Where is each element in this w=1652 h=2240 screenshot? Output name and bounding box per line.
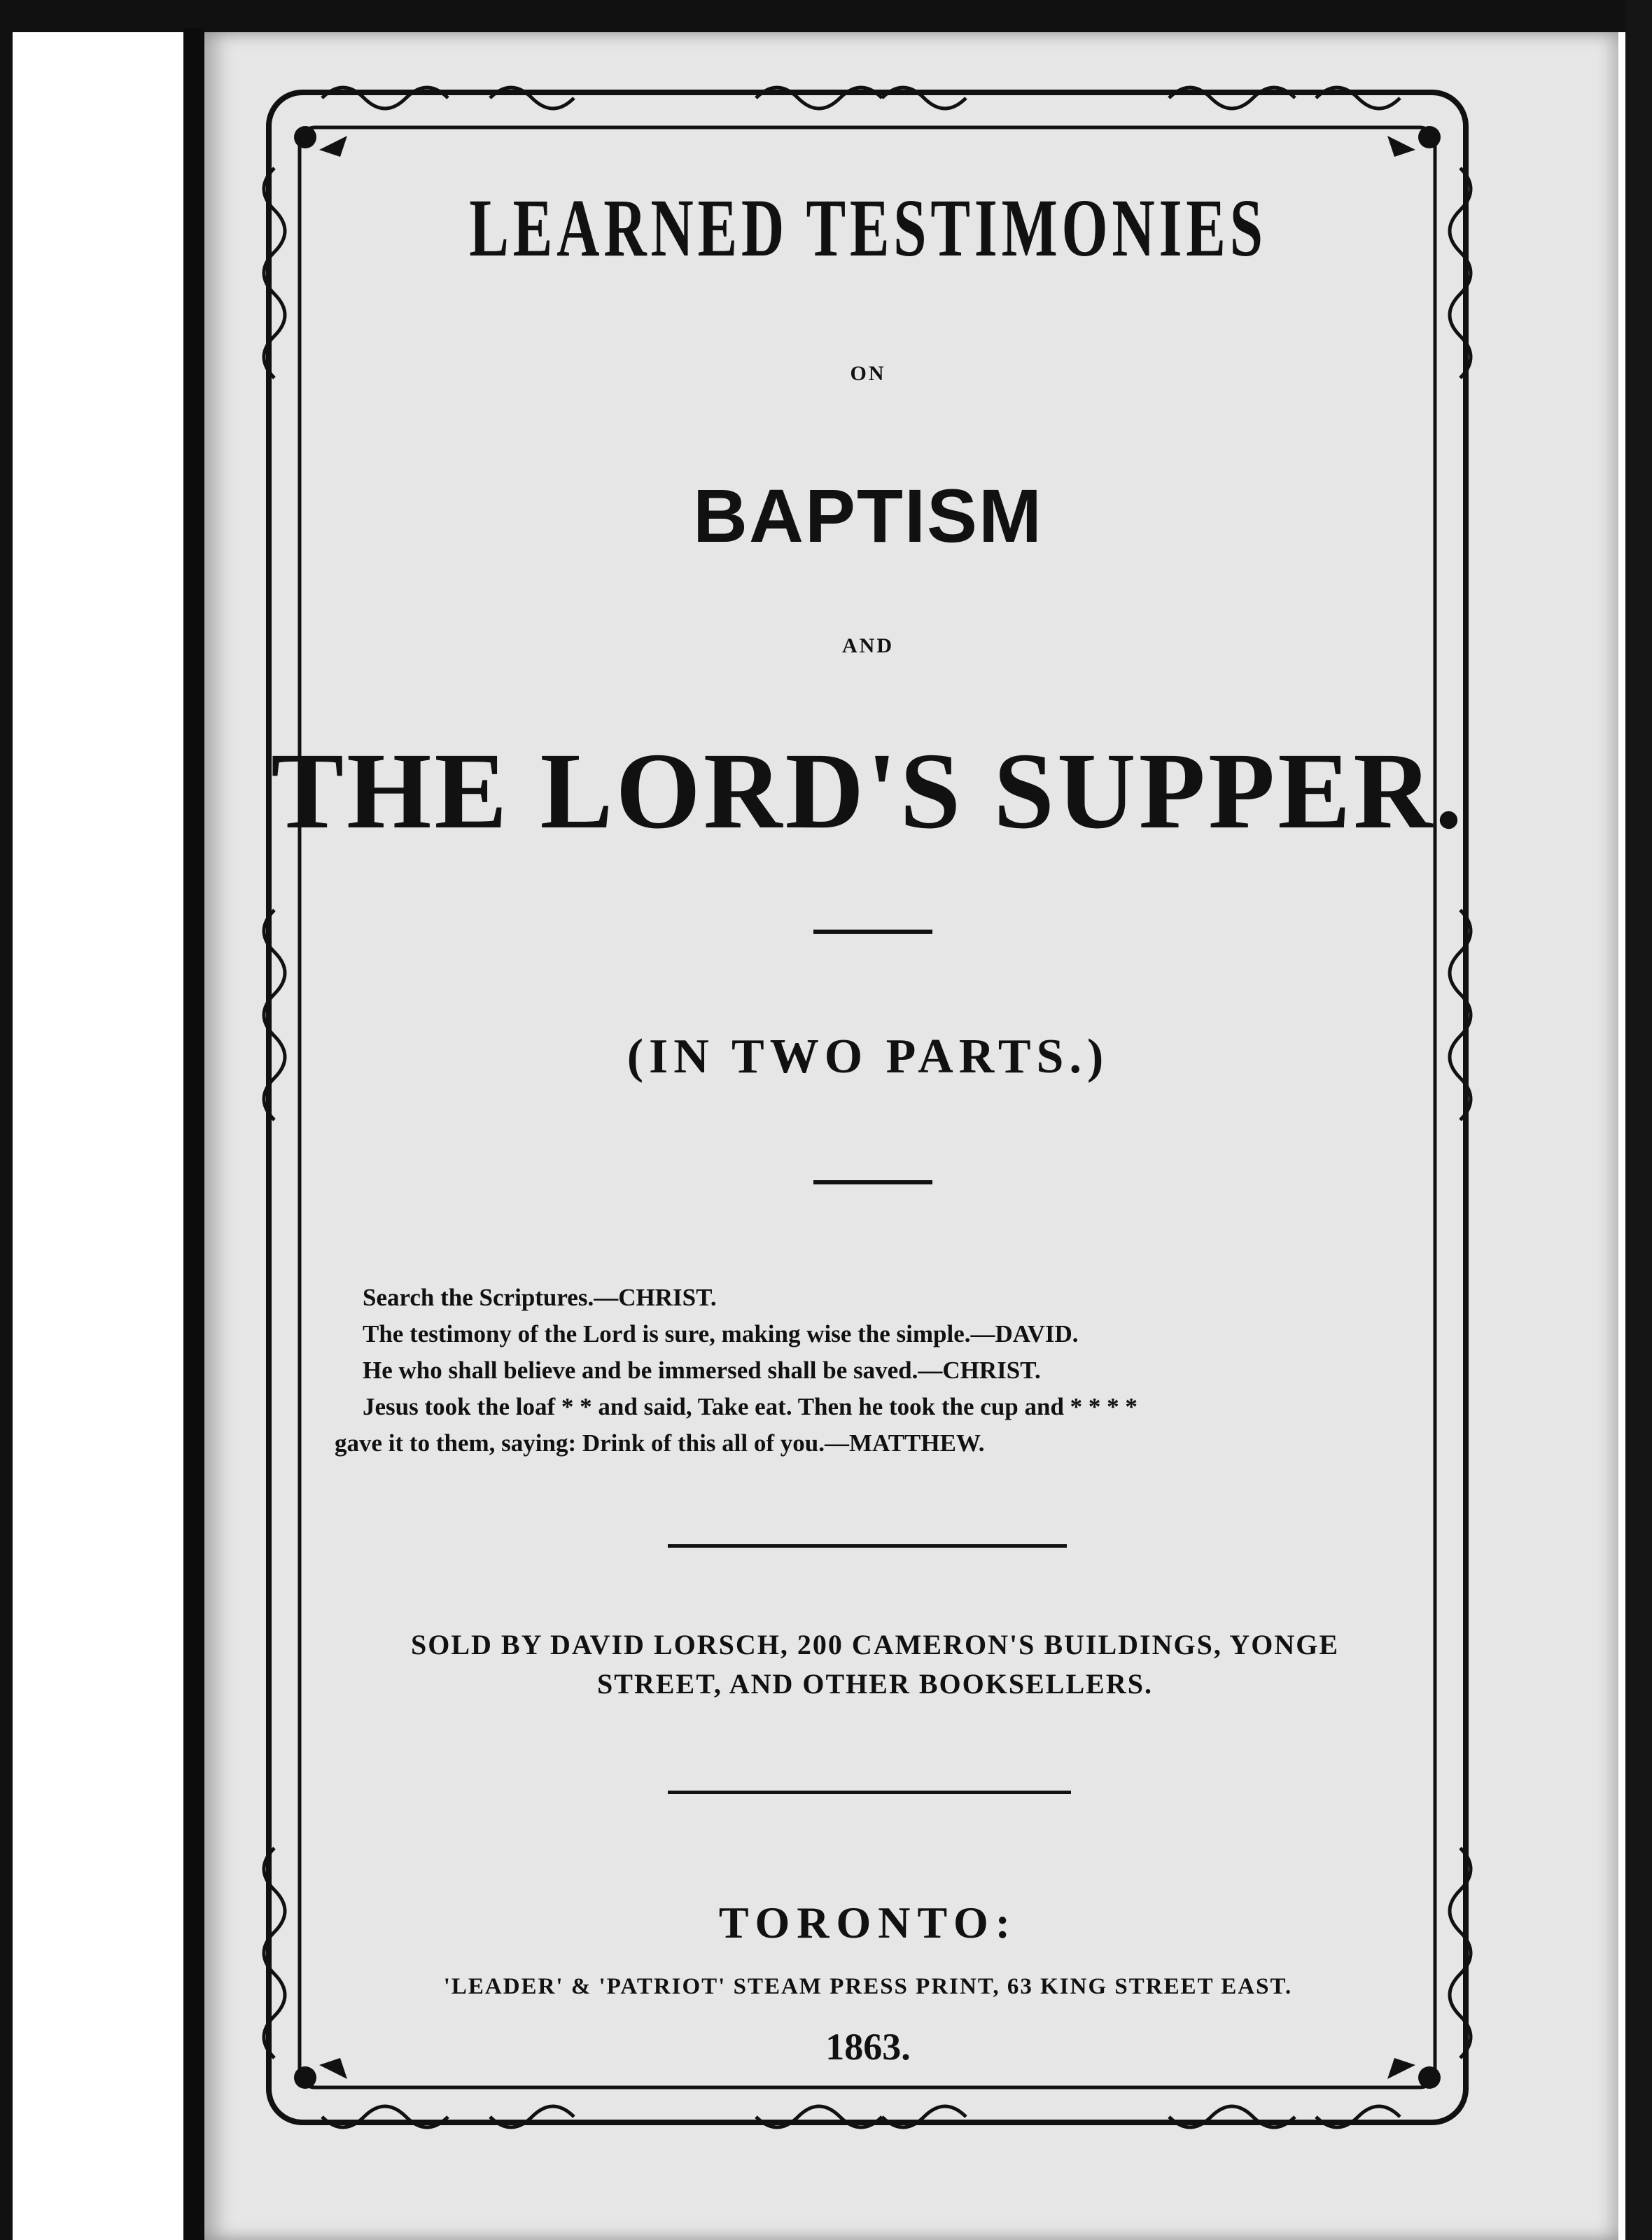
- epigraph-line: gave it to them, saying: Drink of this all of you.—MATTHEW.: [335, 1429, 985, 1457]
- divider-rule: [668, 1791, 1071, 1794]
- divider-rule: [813, 930, 932, 934]
- title-connector-and: AND: [842, 634, 894, 657]
- corner-ornaments: [294, 126, 1441, 2089]
- divider-rule: [813, 1180, 932, 1184]
- epigraph-line: The testimony of the Lord is sure, making wise the simple.—DAVID.: [363, 1320, 1079, 1348]
- printer-line: 'LEADER' & 'PATRIOT' STEAM PRESS PRINT, 63 KING STREET EAST.: [443, 1974, 1293, 1999]
- subject-lords-supper: THE LORD'S SUPPER.: [271, 730, 1465, 851]
- subject-baptism: BAPTISM: [693, 473, 1043, 558]
- title-line-1: LEARNED TESTIMONIES: [469, 182, 1267, 274]
- epigraph-line: He who shall believe and be immersed shall be saved.—CHRIST.: [363, 1357, 1041, 1384]
- parts-note: (IN TWO PARTS.): [626, 1030, 1110, 1084]
- divider-rule: [668, 1544, 1067, 1548]
- title-connector-on: ON: [850, 362, 886, 385]
- epigraphs: [335, 1280, 1427, 1462]
- publisher-imprint: SOLD BY DAVID LORSCH, 200 CAMERON'S BUILDINGS, YONGE STREET, AND OTHER BOOKSELLERS.: [410, 1629, 1340, 1700]
- year: 1863.: [825, 2026, 911, 2068]
- city: TORONTO:: [718, 1898, 1018, 1947]
- epigraph-line: Search the Scriptures.—CHRIST.: [363, 1284, 717, 1311]
- epigraph-line: Jesus took the loaf * * and said, Take eat. Then he took the cup and * * * *: [363, 1393, 1138, 1420]
